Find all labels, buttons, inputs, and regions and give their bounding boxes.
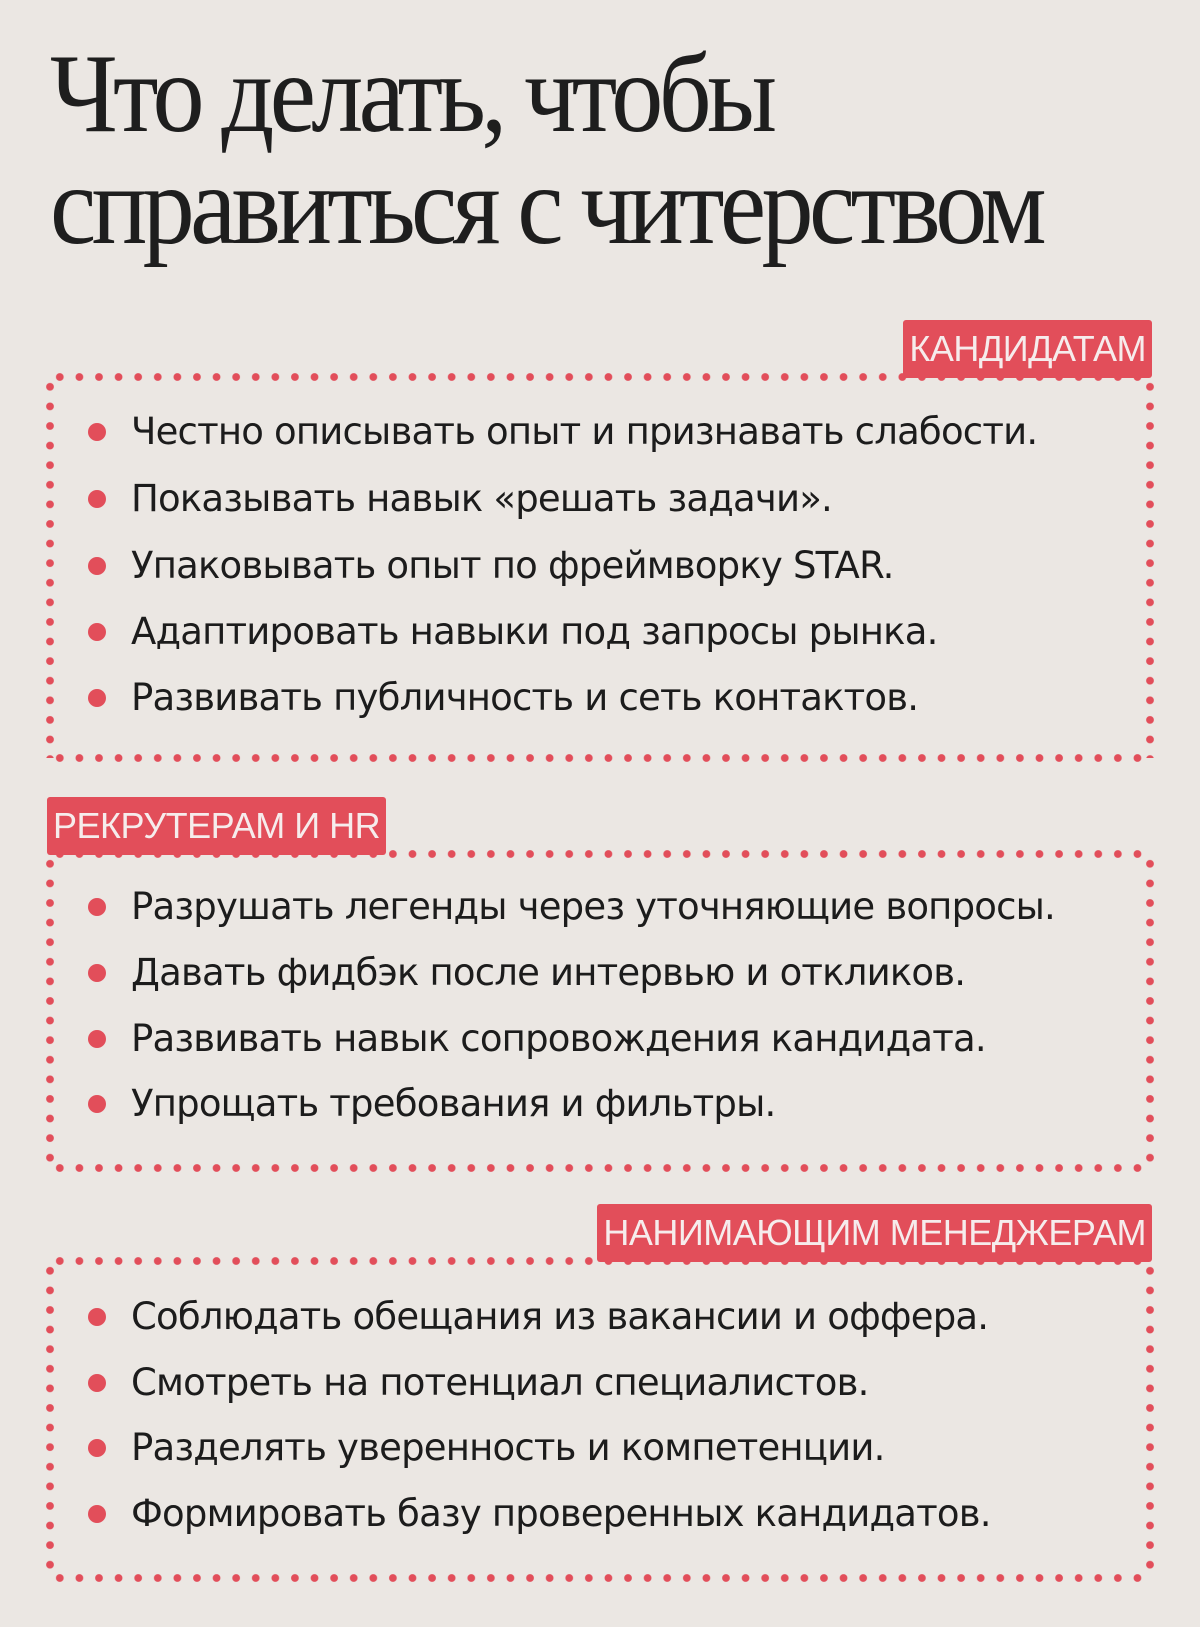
bullet-icon	[88, 623, 106, 641]
bullet-icon	[88, 1095, 106, 1113]
section-label: НАНИМАЮЩИМ МЕНЕДЖЕРАМ	[597, 1204, 1152, 1262]
dotted-border	[1146, 377, 1154, 758]
bullet-icon	[88, 898, 106, 916]
dotted-border	[1146, 854, 1154, 1168]
list-item: Честно описывать опыт и признавать слабости.	[88, 410, 1037, 453]
dotted-border	[46, 854, 54, 1168]
title-line-2: справиться с читерством	[50, 144, 1042, 268]
dotted-border	[46, 1261, 54, 1578]
list-item: Разделять уверенность и компетенции.	[88, 1426, 885, 1469]
list-item: Адаптировать навыки под запросы рынка.	[88, 610, 938, 653]
dotted-border	[1146, 1261, 1154, 1578]
bullet-icon	[88, 1439, 106, 1457]
bullet-icon	[88, 1308, 106, 1326]
dotted-border	[46, 377, 54, 758]
dotted-border	[50, 1164, 1150, 1172]
bullet-icon	[88, 964, 106, 982]
list-item: Упрощать требования и фильтры.	[88, 1082, 775, 1125]
list-item: Показывать навык «решать задачи».	[88, 477, 832, 520]
list-item: Соблюдать обещания из вакансии и оффера.	[88, 1295, 988, 1338]
list-item: Упаковывать опыт по фреймворку STAR.	[88, 544, 894, 587]
page-title	[50, 32, 1042, 268]
section-label: КАНДИДАТАМ	[903, 320, 1152, 378]
section-label: РЕКРУТЕРАМ И HR	[47, 797, 386, 855]
bullet-icon	[88, 423, 106, 441]
list-item: Формировать базу проверенных кандидатов.	[88, 1492, 991, 1535]
list-item: Давать фидбэк после интервью и откликов.	[88, 951, 965, 994]
bullet-icon	[88, 1374, 106, 1392]
dotted-border	[50, 754, 1150, 762]
section-recruiters	[50, 805, 1150, 1168]
list-item: Смотреть на потенциал специалистов.	[88, 1361, 869, 1404]
bullet-icon	[88, 557, 106, 575]
bullet-icon	[88, 1030, 106, 1048]
bullet-icon	[88, 490, 106, 508]
bullet-icon	[88, 689, 106, 707]
dotted-border	[50, 1574, 1150, 1582]
list-item: Развивать навык сопровождения кандидата.	[88, 1017, 986, 1060]
section-hiring-managers	[50, 1212, 1150, 1578]
list-item: Развивать публичность и сеть контактов.	[88, 676, 918, 719]
section-candidates	[50, 328, 1150, 758]
title-line-1: Что делать, чтобы	[50, 32, 773, 156]
list-item: Разрушать легенды через уточняющие вопросы.	[88, 885, 1055, 928]
bullet-icon	[88, 1505, 106, 1523]
